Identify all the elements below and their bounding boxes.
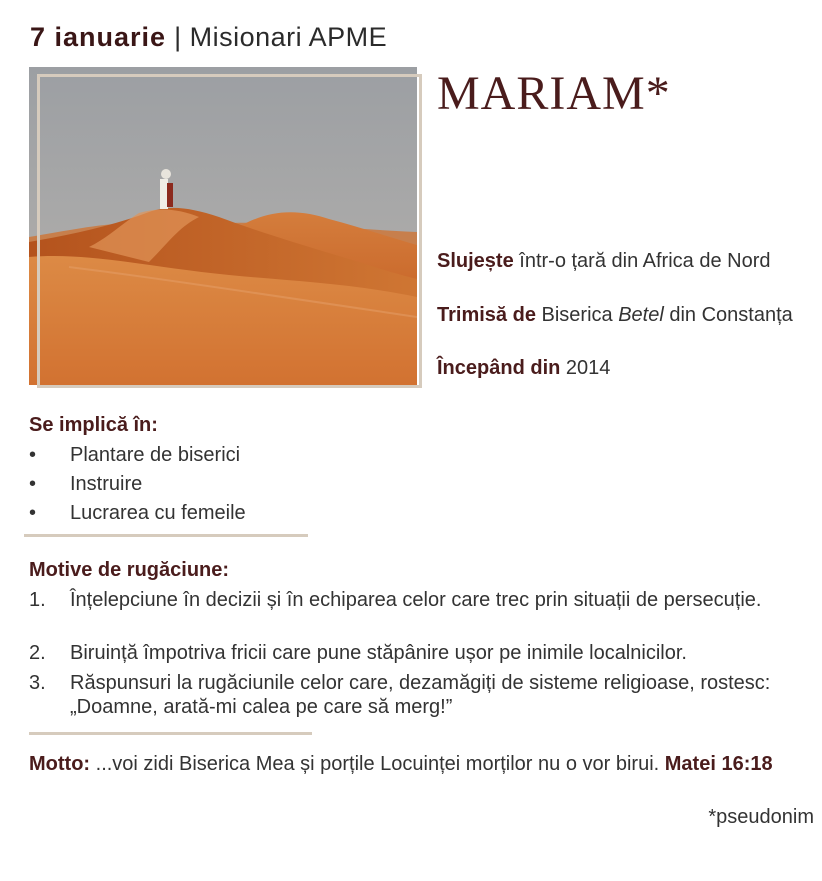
serves-info bbox=[437, 249, 802, 274]
bullet: • bbox=[29, 473, 37, 495]
desert-photo bbox=[29, 67, 417, 385]
header-separator: | bbox=[174, 22, 182, 52]
header-subtitle: Misionari APME bbox=[189, 22, 388, 52]
motto-text: ...voi zidi Biserica Mea și porțile Locuinței morților nu o vor birui. bbox=[95, 753, 660, 775]
sent-value-post: din Constanța bbox=[669, 304, 793, 326]
footnote: *pseudonim bbox=[708, 806, 814, 828]
date: 7 ianuarie bbox=[30, 22, 167, 52]
list-item-text: Plantare de biserici bbox=[70, 444, 241, 466]
prayer-number: 2. bbox=[29, 642, 46, 664]
serves-value: într-o țară din Africa de Nord bbox=[519, 250, 771, 272]
prayer-text: Biruință împotriva fricii care pune stăpânire ușor pe inimile localnicilor. bbox=[70, 642, 687, 664]
sent-value-pre: Biserica bbox=[541, 304, 613, 326]
prayer-number: 1. bbox=[29, 589, 46, 611]
sent-label: Trimisă de bbox=[437, 304, 536, 326]
since-info bbox=[437, 356, 802, 381]
motto bbox=[29, 752, 814, 777]
divider bbox=[29, 732, 312, 735]
divider bbox=[24, 534, 308, 537]
sent-value-church: Betel bbox=[618, 304, 664, 326]
since-value: 2014 bbox=[565, 357, 611, 379]
page-header bbox=[30, 22, 387, 53]
involved-title: Se implică în: bbox=[29, 414, 158, 436]
serves-label: Slujește bbox=[437, 250, 514, 272]
bullet: • bbox=[29, 444, 37, 466]
since-label: Începând din bbox=[437, 357, 561, 379]
prayer-text: Înțelepciune în decizii și în echiparea celor care trec prin situații de persecuție. bbox=[70, 589, 762, 611]
prayer-title: Motive de rugăciune: bbox=[29, 559, 230, 581]
motto-label: Motto: bbox=[29, 753, 91, 775]
prayer-text: Răspunsuri la rugăciunile celor care, dezamăgiți de sisteme religioase, rostesc: „Doamne, arată-mi calea pe care să merg!” bbox=[70, 672, 771, 718]
missionary-name: MARIAM* bbox=[437, 67, 671, 120]
sent-info bbox=[437, 303, 802, 328]
motto-reference: Matei 16:18 bbox=[664, 753, 773, 775]
list-item-text: Lucrarea cu femeile bbox=[70, 502, 246, 524]
bullet: • bbox=[29, 502, 37, 524]
list-item-text: Instruire bbox=[70, 473, 143, 495]
prayer-number: 3. bbox=[29, 672, 46, 694]
